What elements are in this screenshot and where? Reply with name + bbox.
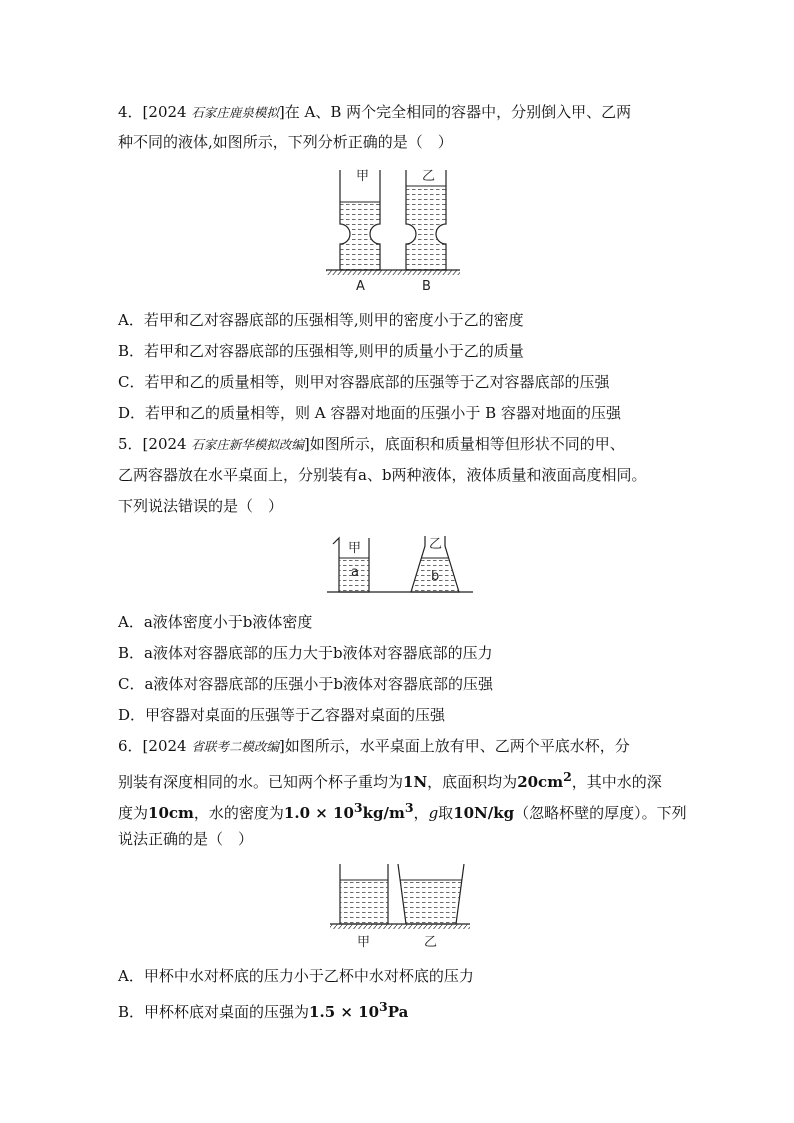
- q4-figure: [322, 162, 472, 298]
- q5-option-c: C．a液体对容器底部的压强小于b液体对容器底部的压强: [118, 675, 494, 693]
- q4-option-d: D．若甲和乙的质量相等，则 A 容器对地面的压强小于 B 容器对地面的压强: [118, 404, 621, 422]
- q4-label-yi: 乙: [422, 169, 436, 184]
- q5-stem-line3: 下列说法错误的是（ ）: [118, 497, 284, 515]
- q6-option-b: B．甲杯杯底对桌面的压强为$1.5 \times 10^3Pa$: [118, 999, 409, 1021]
- q4-option-a: A．若甲和乙对容器底部的压强相等,则甲的密度小于乙的密度: [118, 311, 524, 329]
- q6-source: 省联考二模改编: [191, 739, 279, 754]
- q5-stem-line1: 5．[2024 石家庄新华模拟改编]如图所示，底面积和质量相等但形状不同的甲、: [118, 435, 625, 453]
- q5-label-b: b: [431, 569, 440, 584]
- q6-stem-line4: 说法正确的是（ ）: [118, 830, 254, 848]
- q4-source: 石家庄鹿泉模拟: [191, 105, 279, 120]
- q4-label-a: A: [356, 279, 365, 294]
- q4-stem-line1: 4．[2024 石家庄鹿泉模拟]在 A、B 两个完全相同的容器中，分别倒入甲、乙两: [118, 103, 632, 121]
- q6-stem-line3: 度为10cm，水的密度为$1.0 \times 10^3kg/m^3$，g取10N/kg（忽略杯壁的厚度）。下列: [118, 800, 687, 822]
- q6-label-yi: 乙: [424, 935, 438, 950]
- q4-option-c: C．若甲和乙的质量相等，则甲对容器底部的压强等于乙对容器底部的压强: [118, 373, 610, 391]
- q4-option-b: B．若甲和乙对容器底部的压强相等,则甲的质量小于乙的质量: [118, 342, 524, 360]
- q6-stem-line2: 别装有深度相同的水。已知两个杯子重均为1N，底面积均为$20cm^2$，其中水的深: [118, 769, 662, 791]
- q5-stem-line2: 乙两容器放在水平桌面上，分别装有a、b两种液体，液体质量和液面高度相同。: [118, 466, 647, 484]
- q5-label-a: a: [351, 565, 359, 580]
- q6-figure: [326, 860, 474, 954]
- q5-option-a: A．a液体密度小于b液体密度: [118, 613, 313, 631]
- q5-label-jia: 甲: [348, 541, 362, 556]
- q5-source: 石家庄新华模拟改编: [191, 437, 304, 452]
- q6-label-jia: 甲: [357, 935, 371, 950]
- q4-label-b: B: [422, 279, 431, 294]
- q4-label-jia: 甲: [356, 169, 370, 184]
- q4-stem-line2: 种不同的液体,如图所示，下列分析正确的是（ ）: [118, 133, 453, 151]
- q5-figure: [325, 528, 475, 600]
- q6-option-a: A．甲杯中水对杯底的压力小于乙杯中水对杯底的压力: [118, 967, 474, 985]
- q5-option-b: B．a液体对容器底部的压力大于b液体对容器底部的压力: [118, 644, 493, 662]
- q5-label-yi: 乙: [429, 537, 443, 552]
- q6-stem-line1: 6．[2024 省联考二模改编]如图所示，水平桌面上放有甲、乙两个平底水杯，分: [118, 737, 630, 755]
- q5-option-d: D．甲容器对桌面的压强等于乙容器对桌面的压强: [118, 706, 446, 724]
